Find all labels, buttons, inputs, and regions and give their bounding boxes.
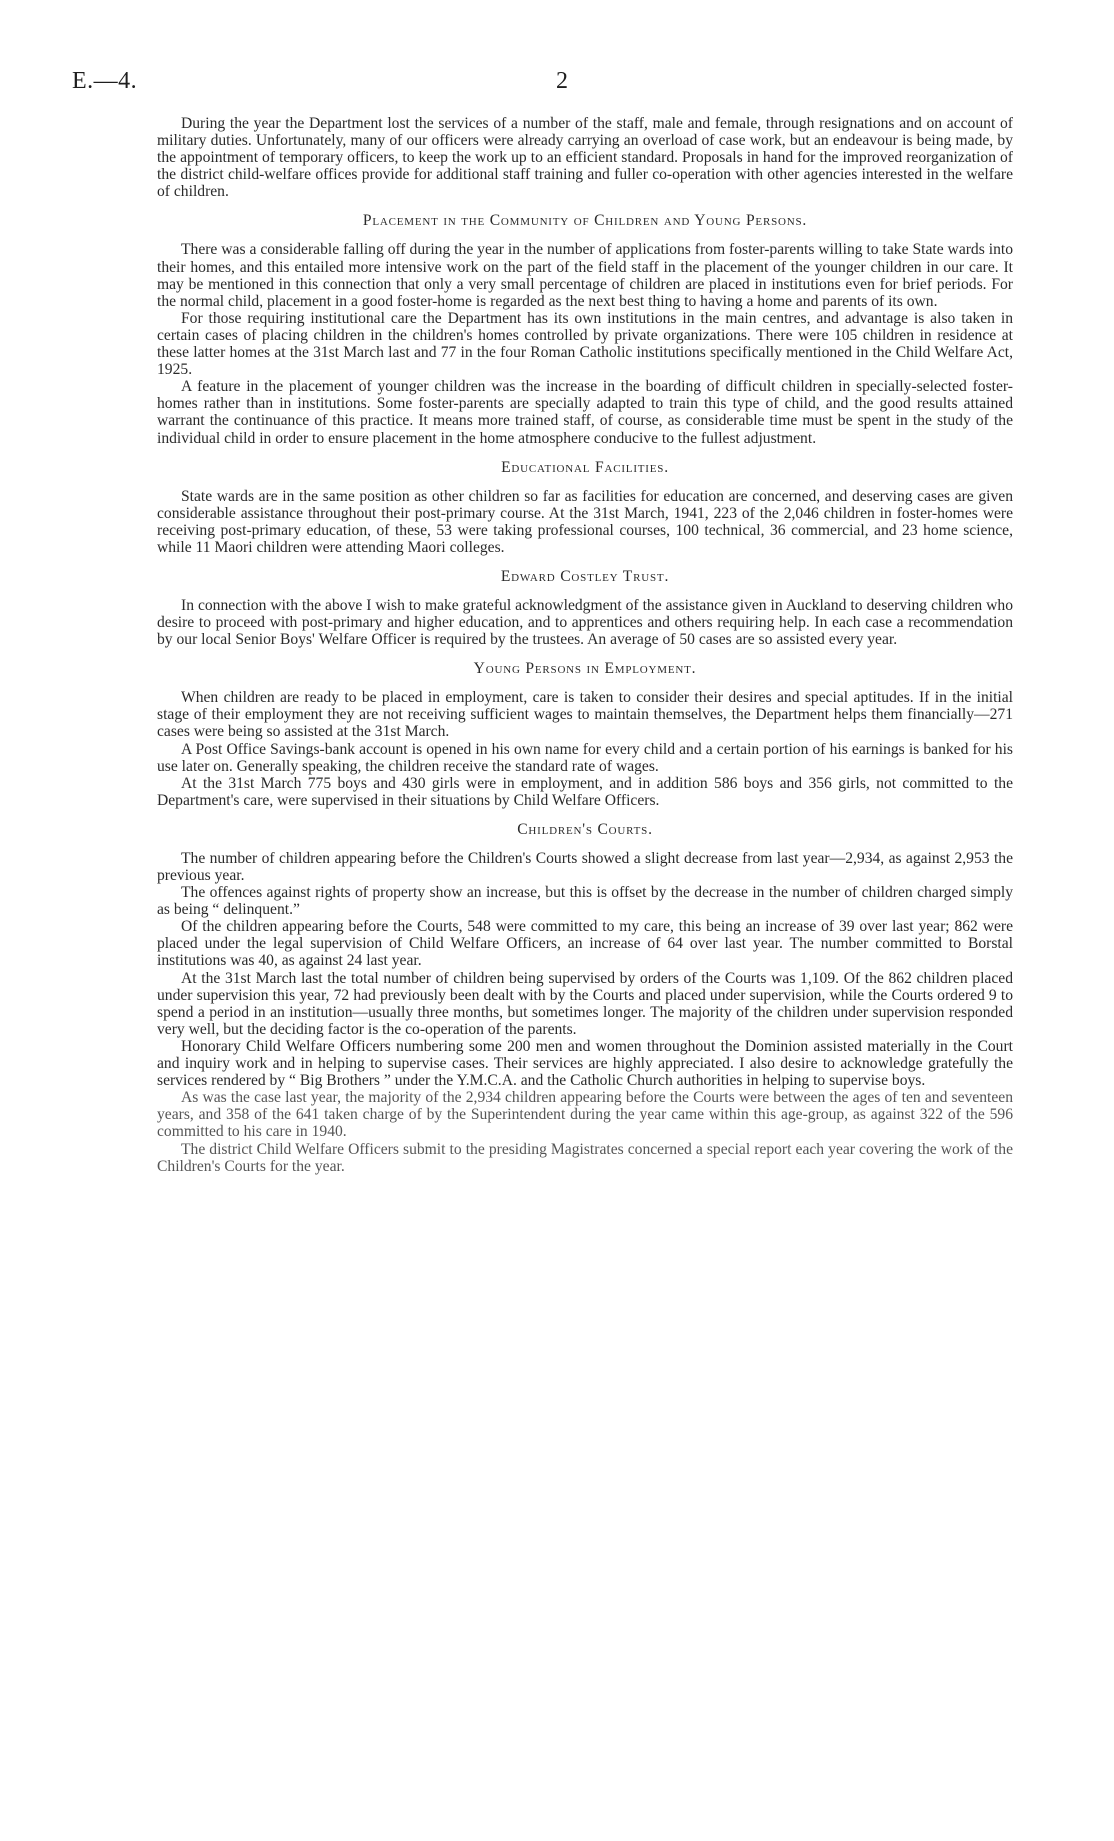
paragraph: The offences against rights of property show an increase, but this is offset by the decrease in the number of children charged simply as being “ delinquent.” [157,884,1013,919]
paragraph: The number of children appearing before the Children's Courts showed a slight decrease from last year—2,934, as against 2,953 the previous year. [157,849,1013,884]
section-heading: Educational Facilities. [501,458,669,476]
section-educational-facilities [157,459,1013,556]
section-heading: Young Persons in Employment. [473,660,697,678]
paragraph: As was the case last year, the majority of the 2,934 children appearing before the Courts were between the ages of ten and seventeen years, and 358 of the 641 taken charge of by the Superintendent during the year came within this age-group, as against 322 of the 596 committed to his care in 1940. [157,1089,1013,1141]
section-heading: Children's Courts. [517,820,653,838]
intro-paragraph: During the year the Department lost the services of a number of the staff, male and female, through resignations and on account of military duties. Unfortunately, many of our officers were already carrying an overload of case work, but an endeavour is being made, by the appointment of temporary officers, to keep the work up to an efficient standard. Proposals in hand for the improved reorganization of the district child-welfare offices provide for additional staff training and fuller co-operation with other agencies interested in the welfare of children. [157,115,1013,201]
paragraph: There was a considerable falling off during the year in the number of applications from foster-parents willing to take State wards into their homes, and this entailed more intensive work on the part of the field staff in the placement of the younger children in our care. It may be mentioned in this connection that only a very small percentage of children are placed in institutions even for brief periods. For the normal child, placement in a good foster-home is regarded as the next best thing to having a home and parents of its own. [157,241,1013,310]
report-reference: E.—4. [72,68,138,94]
paragraph: When children are ready to be placed in employment, care is taken to consider their desires and special aptitudes. If in the initial stage of their employment they are not receiving sufficient wages to maintain themselves, the Department helps them financially—271 cases were being so assisted at the 31st March. [157,689,1013,741]
body-text [157,115,1013,1175]
section-heading: Placement in the Community of Children and Young Persons. [362,212,808,230]
paragraph: Honorary Child Welfare Officers numbering some 200 men and women throughout the Dominion assisted materially in the Court and inquiry work and in helping to supervise cases. Their services are highly appreciated. I also desire to acknowledge gratefully the services rendered by “ Big Brothers ” under the Y.M.C.A. and the Catholic Church authorities in helping to supervise boys. [157,1037,1013,1090]
page-number: 2 [556,68,568,94]
section-edward-costley-trust [157,568,1013,648]
paragraph: In connection with the above I wish to make grateful acknowledgment of the assistance given in Auckland to deserving children who desire to proceed with post-primary and higher education, and to apprentices and others requiring help. In each case a recommendation by our local Senior Boys' Welfare Officer is required by the trustees. An average of 50 cases are so assisted every year. [157,596,1013,649]
paragraph: A Post Office Savings-bank account is opened in his own name for every child and a certain portion of his earnings is banked for his use later on. Generally speaking, the children receive the standard rate of wages. [157,740,1013,775]
paragraph: At the 31st March last the total number of children being supervised by orders of the Courts was 1,109. Of the 862 children placed under supervision this year, 72 had previously been dealt with by the Courts and placed under supervision, while the Courts ordered 9 to spend a period in an institution—usually three months, but sometimes longer. The majority of the children under supervision responded very well, but the deciding factor is the co-operation of the parents. [157,969,1013,1038]
paragraph: The district Child Welfare Officers submit to the presiding Magistrates concerned a special report each year covering the work of the Children's Courts for the year. [157,1140,1013,1175]
section-childrens-courts [157,821,1013,1175]
paragraph: State wards are in the same position as other children so far as facilities for education are concerned, and deserving cases are given considerable assistance throughout their post-primary course. At the 31st March, 1941, 223 of the 2,046 children in foster-homes were receiving post-primary education, of these, 53 were taking professional courses, 100 technical, 36 commercial, and 23 home science, while 11 Maori children were attending Maori colleges. [157,487,1013,556]
paragraph: For those requiring institutional care the Department has its own institutions in the main centres, and advantage is also taken in certain cases of placing children in the children's homes controlled by private organizations. There were 105 children in residence at these latter homes at the 31st March last and 77 in the four Roman Catholic institutions specifically mentioned in the Child Welfare Act, 1925. [157,309,1013,379]
paragraph: Of the children appearing before the Courts, 548 were committed to my care, this being an increase of 39 over last year; 862 were placed under the legal supervision of Child Welfare Officers, an increase of 64 over last year. The number committed to Borstal institutions was 40, as against 24 last year. [157,918,1013,970]
section-heading: Edward Costley Trust. [500,567,670,585]
section-placement [157,212,1013,446]
paragraph: At the 31st March 775 boys and 430 girls were in employment, and in addition 586 boys and 356 girls, not committed to the Department's care, were supervised in their situations by Child Welfare Officers. [157,774,1013,809]
section-young-persons-employment [157,660,1013,809]
paragraph: A feature in the placement of younger children was the increase in the boarding of difficult children in specially-selected foster-homes rather than in institutions. Some foster-parents are specially adapted to train this type of child, and the good results attained warrant the continuance of this practice. It means more trained staff, of course, as considerable time must be spent in the study of the individual child in order to ensure placement in the home atmosphere conducive to the fullest adjustment. [157,378,1013,447]
